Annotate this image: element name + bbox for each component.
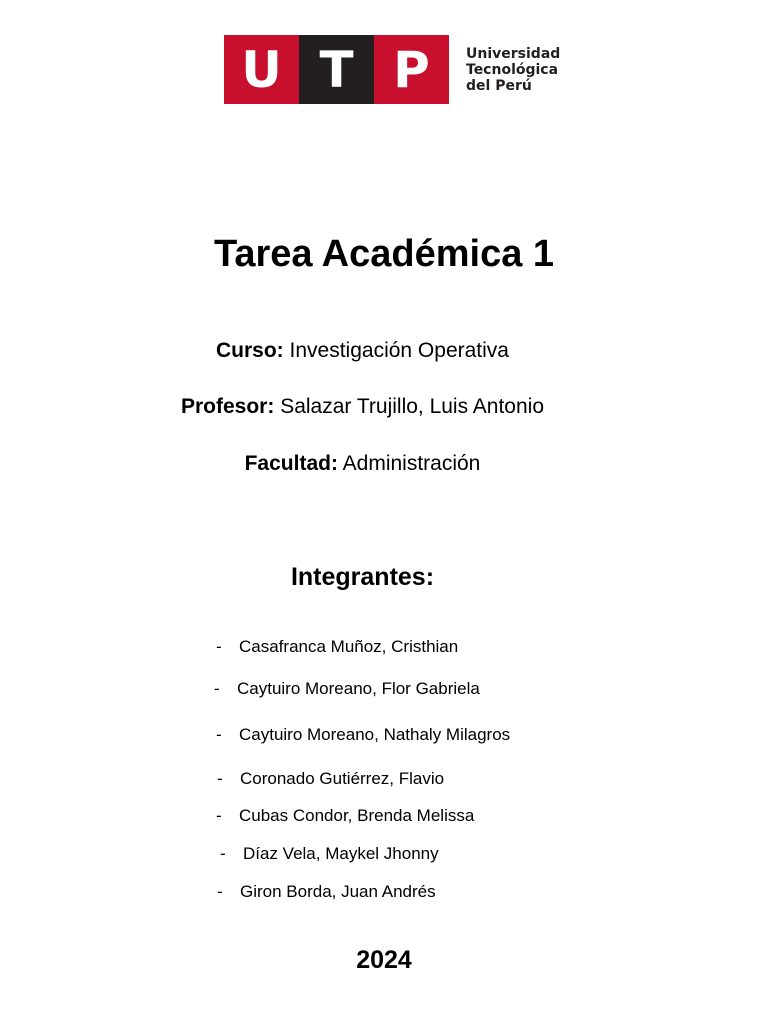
document-year: 2024 — [356, 946, 412, 974]
logo-letter-t: T — [299, 35, 374, 104]
list-dash: - — [216, 637, 222, 656]
list-dash: - — [217, 769, 223, 788]
document-title: Tarea Académica 1 — [213, 233, 555, 275]
logo-text-line: Universidad — [466, 45, 561, 62]
member-list-item — [220, 843, 439, 865]
course-label: Curso: — [216, 339, 284, 362]
members-heading: Integrantes: — [290, 563, 435, 591]
member-list-item — [216, 724, 510, 746]
logo-letter-u: U — [224, 35, 299, 104]
member-name: Díaz Vela, Maykel Jhonny — [243, 844, 439, 863]
list-dash: - — [217, 882, 223, 901]
logo-text-line: del Perú — [466, 77, 532, 94]
member-list-item — [216, 805, 474, 827]
professor-label: Profesor: — [180, 395, 275, 418]
course-value: Investigación Operativa — [289, 339, 509, 362]
list-dash: - — [216, 806, 222, 825]
member-name: Coronado Gutiérrez, Flavio — [240, 769, 445, 788]
logo-letter-blocks — [224, 35, 449, 104]
member-list-item — [216, 636, 458, 658]
member-name: Casafranca Muñoz, Cristhian — [239, 637, 459, 656]
member-name: Cubas Condor, Brenda Melissa — [239, 806, 475, 825]
list-dash: - — [214, 679, 220, 698]
logo-letter-p: P — [374, 35, 449, 104]
professor-line — [0, 393, 725, 421]
member-name: Caytuiro Moreano, Flor Gabriela — [237, 679, 480, 698]
member-name: Caytuiro Moreano, Nathaly Milagros — [239, 725, 511, 744]
logo-university-name — [466, 46, 560, 94]
utp-logo — [224, 35, 560, 104]
faculty-value: Administración — [342, 452, 481, 475]
list-dash: - — [220, 844, 226, 863]
faculty-label: Facultad: — [244, 452, 338, 475]
logo-text-line: Tecnológica — [466, 61, 559, 78]
professor-value: Salazar Trujillo, Luis Antonio — [280, 395, 544, 418]
list-dash: - — [216, 725, 222, 744]
course-line — [0, 337, 725, 365]
member-list-item — [217, 768, 444, 790]
member-list-item — [217, 881, 436, 903]
faculty-line — [0, 450, 725, 478]
member-name: Giron Borda, Juan Andrés — [240, 882, 436, 901]
member-list-item — [214, 678, 480, 700]
